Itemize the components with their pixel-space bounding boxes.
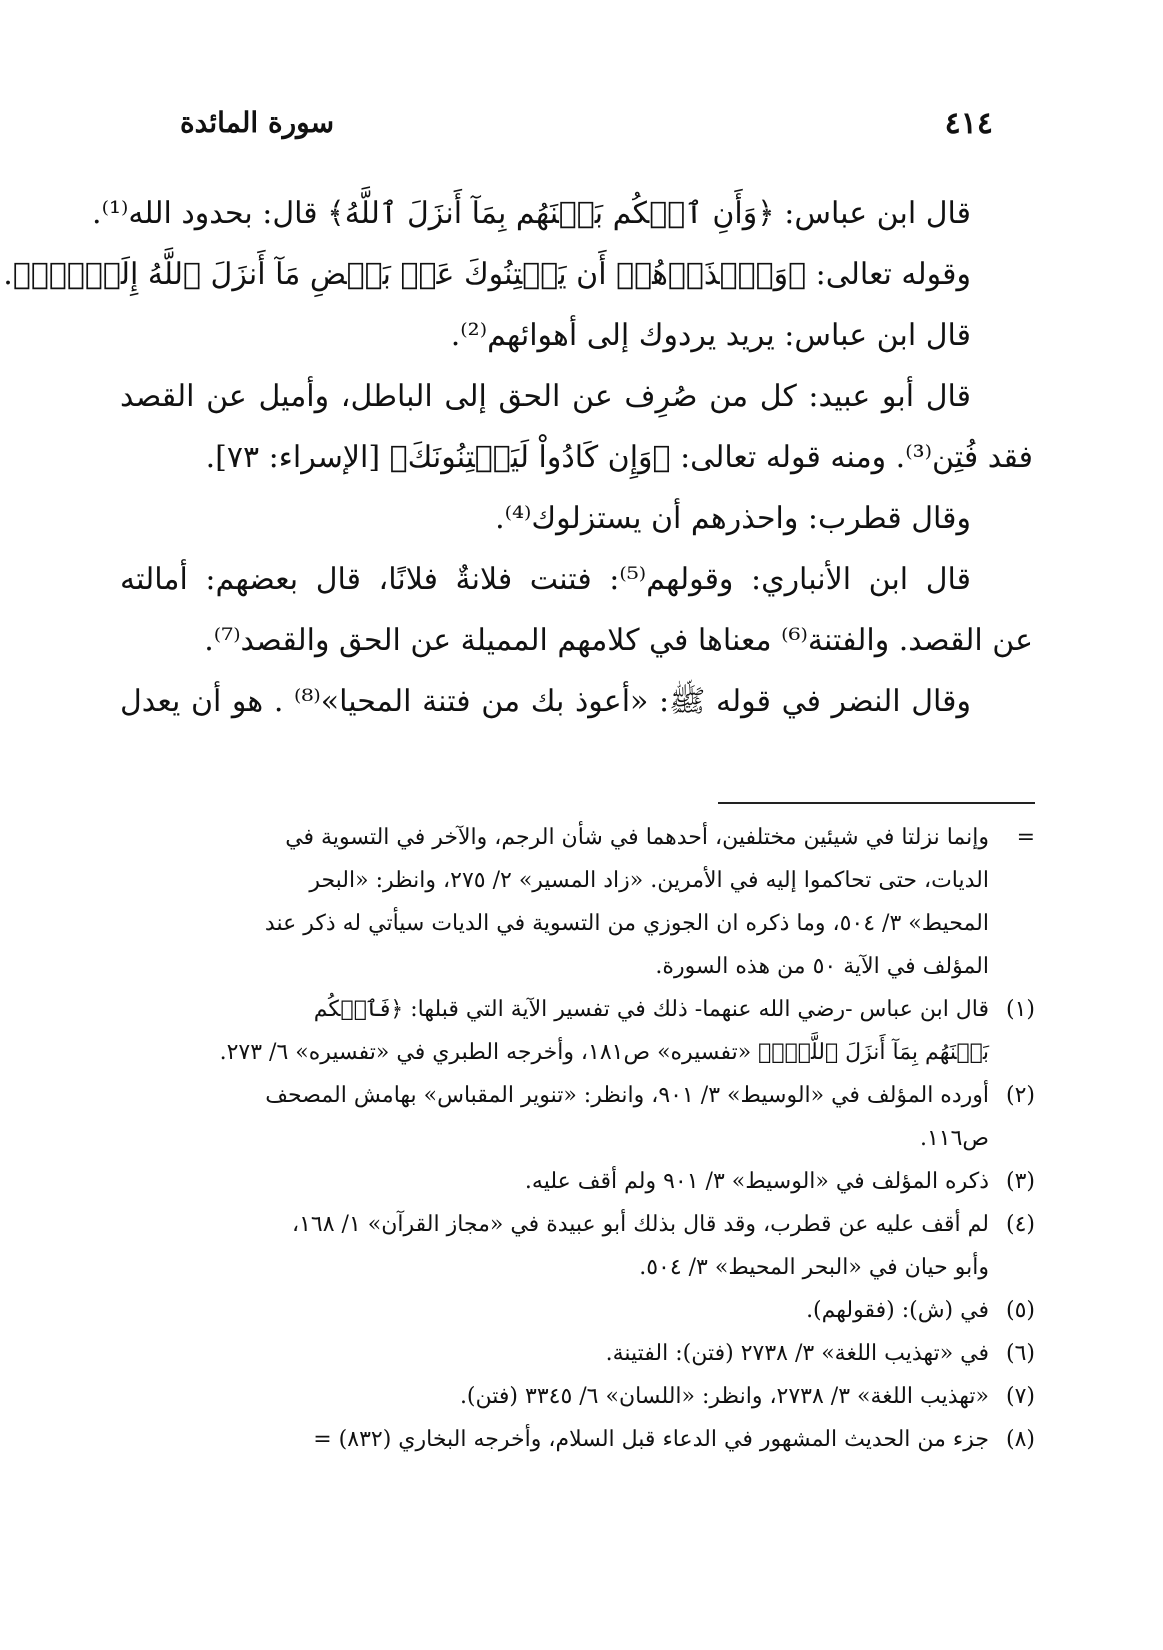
footnote-line	[120, 859, 1035, 902]
footnote-line	[120, 1289, 1035, 1332]
footnote-line	[120, 1375, 1035, 1418]
footnote-text: أورده المؤلف في «الوسيط» ٣/ ٩٠١، وانظر: «تنوير المقباس» بهامش المصحف	[265, 1083, 989, 1108]
footnote-text: بَيۡنَهُم بِمَآ أَنزَلَ ٱللَّهُۖ﴾ «تفسيره» ص١٨١، وأخرجه الطبري في «تفسيره» ٦/ ٢٧٣.	[219, 1040, 989, 1065]
footnote-line	[120, 1160, 1035, 1203]
text-line: عن القصد. والفتنة⁽⁶⁾ معناها في كلامهم المميلة عن الحق والقصد⁽⁷⁾.	[204, 623, 1033, 658]
footnote-text: في (ش): (فقولهم).	[806, 1298, 989, 1323]
footnote-number: (٤)	[1005, 1212, 1035, 1237]
footnote-number: =	[1016, 825, 1035, 850]
text-line: فقد فُتِن⁽³⁾. ومنه قوله تعالى: ﴿وَإِن كَادُواْ لَيَفۡتِنُونَكَ﴾ [الإسراء: ٧٣].	[205, 440, 1033, 475]
footnote-text: لم أقف عليه عن قطرب، وقد قال بذلك أبو عبيدة في «مجاز القرآن» ١/ ١٦٨،	[291, 1212, 989, 1237]
footnote-number: (٨)	[1005, 1427, 1035, 1452]
footnote-line	[120, 988, 1035, 1031]
footnote-number: (٣)	[1005, 1169, 1035, 1194]
footnote-line	[120, 1117, 1035, 1160]
footnote-line	[120, 902, 1035, 945]
footnote-text: وأبو حيان في «البحر المحيط» ٣/ ٥٠٤.	[639, 1255, 989, 1280]
text-line: وقال قطرب: واحذرهم أن يستزلوك⁽⁴⁾.	[495, 501, 971, 536]
footnote-line	[120, 1074, 1035, 1117]
running-title: سورة المائدة	[180, 106, 335, 139]
footnotes	[120, 816, 1035, 1461]
footnote-line	[120, 816, 1035, 859]
footnote-text: ذكره المؤلف في «الوسيط» ٣/ ٩٠١ ولم أقف عليه.	[524, 1169, 989, 1194]
text-line: وقال النضر في قوله ﷺ: «أعوذ بك من فتنة المحيا»⁽⁸⁾ . هو أن يعدل	[120, 684, 972, 719]
footnote-number: (١)	[1005, 997, 1035, 1022]
footnote-line	[120, 1031, 1035, 1074]
footnote-text: ص١١٦.	[919, 1126, 989, 1151]
footnote-text: وإنما نزلتا في شيئين مختلفين، أحدهما في شأن الرجم، والآخر في التسوية في	[285, 825, 989, 850]
footnote-line	[120, 1332, 1035, 1375]
text-line: قال أبو عبيد: كل من صُرِف عن الحق إلى الباطل، وأميل عن القصد	[120, 379, 971, 414]
text-line: وقوله تعالى: ﴿وَٱحۡذَرۡهُمۡ أَن يَفۡتِنُوكَ عَنۢ بَعۡضِ مَآ أَنزَلَ ٱللَّهُ إِلَيۡكَۖ﴾.	[3, 257, 971, 292]
text-line: قال ابن عباس: ﴿وَأَنِ ٱحۡكُم بَيۡنَهُم بِمَآ أَنزَلَ ٱللَّهُ﴾ قال: بحدود الله⁽¹⁾.	[92, 196, 971, 231]
text-line: قال ابن عباس: يريد يردوك إلى أهوائهم⁽²⁾.	[450, 318, 971, 353]
footnote-number: (٢)	[1005, 1083, 1035, 1108]
footnote-text: في «تهذيب اللغة» ٣/ ٢٧٣٨ (فتن): الفتينة.	[605, 1341, 989, 1366]
page-header	[120, 102, 993, 146]
footnote-number: (٥)	[1005, 1298, 1035, 1323]
footnote-text: المحيط» ٣/ ٥٠٤، وما ذكره ان الجوزي من التسوية في الديات سيأتي له ذكر عند	[264, 911, 989, 936]
footnote-text: «تهذيب اللغة» ٣/ ٢٧٣٨، وانظر: «اللسان» ٦/ ٣٣٤٥ (فتن).	[459, 1384, 989, 1409]
footnote-line	[120, 945, 1035, 988]
footnote-line	[120, 1418, 1035, 1461]
main-text	[3, 183, 1033, 732]
footnote-line	[120, 1246, 1035, 1289]
footnote-text: المؤلف في الآية ٥٠ من هذه السورة.	[655, 954, 989, 979]
text-line: قال ابن الأنباري: وقولهم⁽⁵⁾: فتنت فلانةٌ فلانًا، قال بعضهم: أمالته	[120, 562, 971, 597]
footnote-line	[120, 1203, 1035, 1246]
page-number: ٤١٤	[944, 106, 993, 141]
footnote-text: جزء من الحديث المشهور في الدعاء قبل السلام، وأخرجه البخاري (٨٣٢) =	[313, 1427, 989, 1452]
footnote-text: الديات، حتى تحاكموا إليه في الأمرين. «زاد المسير» ٢/ ٢٧٥، وانظر: «البحر	[309, 868, 989, 893]
footnote-number: (٦)	[1005, 1341, 1035, 1366]
footnote-separator	[718, 802, 1035, 804]
footnote-number: (٧)	[1005, 1384, 1035, 1409]
footnote-text: قال ابن عباس -رضي الله عنهما- ذلك في تفسير الآية التي قبلها: ﴿فَٱحۡكُم	[313, 997, 989, 1022]
